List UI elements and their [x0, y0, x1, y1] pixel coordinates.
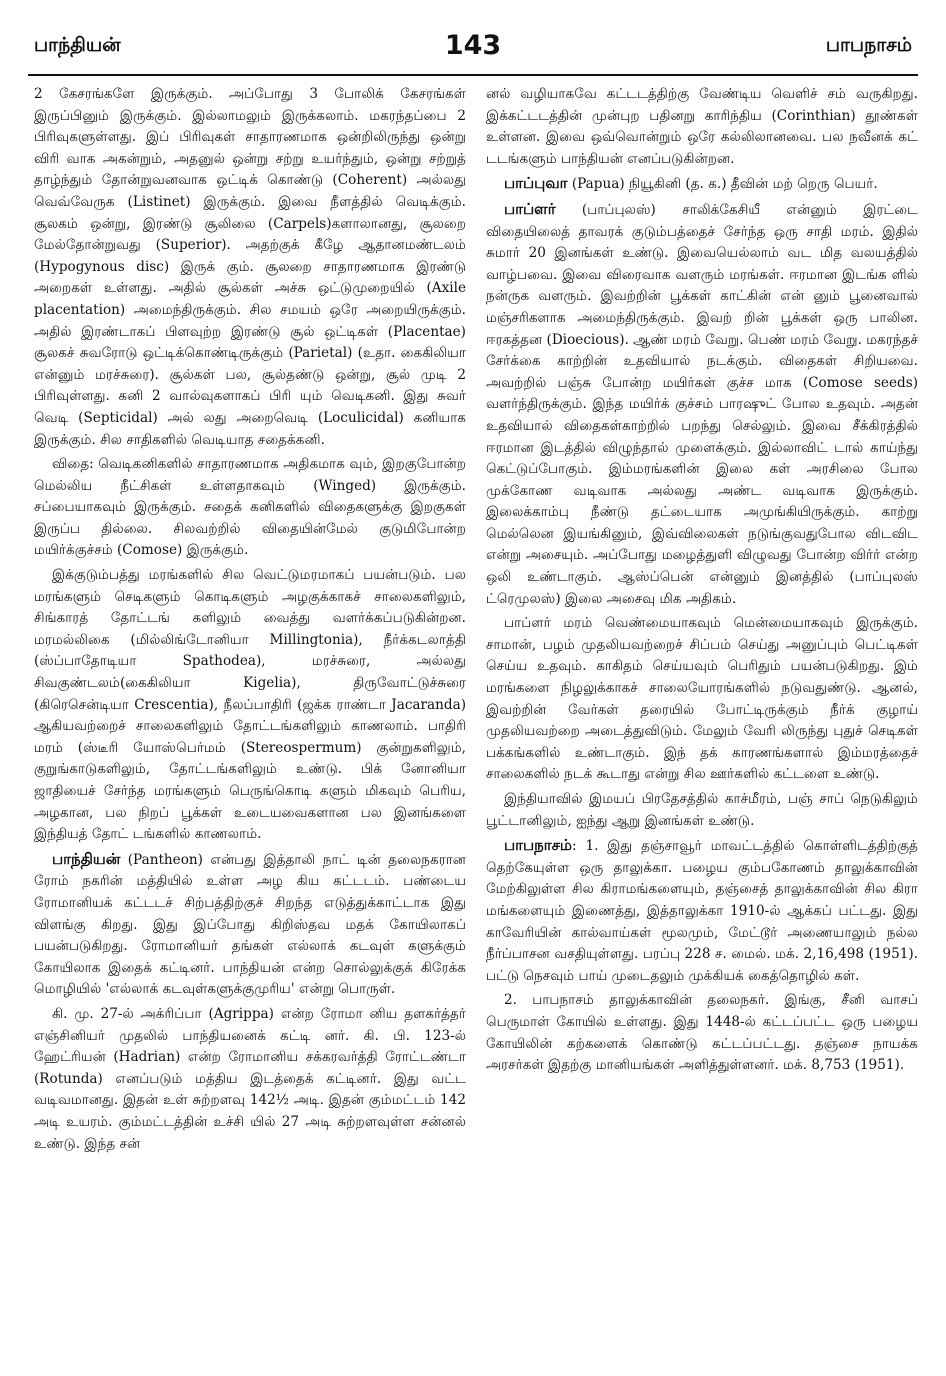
- paragraph: 2. பாபநாசம் தாலுக்காவின் தலைநகர். இங்கு, சீனி வாசப் பெருமாள் கோயில் உள்ளது. இது 1448-ல் கட்டப்பட்ட ஒரு பழைய கோயிலின் கற்களைக் கொண்டு கட்டப்பட்டது. தஞ்சை நாயக்க அரசர்கள் இதற்கு மானியங்கள் அளித்துள்ளனர். மக். 8,753 (1951).: [486, 992, 918, 1074]
- paragraph: கி. மு. 27-ல் அக்ரிப்பா (Agrippa) என்ற ரோமா னிய தளகர்த்தர் எஞ்சினியர் முதலில் பாந்தியனைக் கட்டி னர். கி. பி. 123-ல் ஹேட்ரியன் (Hadrian) என்ற ரோமானிய சக்கரவர்த்தி ரோட்டண்டா (Rotunda) எனப்படும் மத்திய இடத்தைக் கட்டினர். இது வட்ட வடிவமானது. இதன் உள் சுற்றளவு 142½ அடி. இதன் கும்மட்டம் 142 அடி உயரம். கும்மட்டத்தின் உச்சி யில் 27 அடி சுற்றளவுள்ள சன்னல் உண்டு. இந்த சன்: [34, 1005, 466, 1152]
- entry-papanasam: பாபநாசம்: 1. இது தஞ்சாவூர் மாவட்டத்தில் கொள்ளிடத்திற்குத் தெற்கேயுள்ள ஒரு தாலுக்கா. பழைய கும்பகோணம் தாலுக்காவின் மேற்கிலுள்ள சில கிராமங்களையும், தஞ்சைத் தாலுக்காவின் சில கிரா மங்களையும் இணைத்து, இத்தாலுக்கா 1910-ல் ஆக்கப் பட்டது. இது காவேரியின் கால்வாய்கள் மூலமும், மேட்டூர் அணையாலும் நல்ல நீர்ப்பாசன வசதியுள்ளது. பரப்பு 228 ச. மைல். மக். 2,16,498 (1951). பட்டு நெசவும் பாய் முடைதலும் முக்கியக் கைத்தொழில் கள்.: [486, 836, 918, 984]
- page-number: 143: [444, 30, 502, 61]
- paragraph: பாப்ளர் மரம் வெண்மையாகவும் மென்மையாகவும் இருக்கும். சாமான், பழம் முதலியவற்றைச் சிப்பம் செய்து அனுப்பும் பெட்டிகள் செய்ய உதவும். காகிதம் செய்யவும் பெரிதும் பயன்படுகிறது. இம் மரங்களை நிழலுக்காகச் சாலையோரங்களில் நடுவதுண்டு. ஆனல், இவற்றின் வேர்கள் தரையில் போட்டிருக்கும் நீர்க் குழாய் முதலியவற்றை அடைத்துவிடும். மேலும் வேரி லிருந்து புதுச் செடிகள் பக்கங்களில் உண்டாகும். இந் தக் காரணங்களால் இம்மரத்தைச் சாலைகளில் நடக் கூடாது என்று சில ஊர்களில் கட்டளை உண்டு.: [486, 615, 918, 783]
- paragraph: 2 கேசரங்களே இருக்கும். அப்போது 3 போலிக் கேசரங்கள் இருப்பினும் இருக்கும். இல்லாமலும் இருக்கலாம். மகரந்தப்பை 2 பிரிவுகளுள்ளது. இப் பிரிவுகள் சாதாரணமாக ஒன்றிலிருந்து ஒன்று விரி வாக அகன்றும், அதனுல் ஒன்று சற்று உயர்ந்தும், ஒன்று சற்றுத் தாழ்ந்தும் தோன்றுவனவாக ஒட்டிக் கொண்டு (Coherent) அல்லது வெவ்வேருக (Listinet) இருக்கும். இவை நீளத்தில் வெடிக்கும். சூலகம் ஒன்று, இரண்டு சூலிலை (Carpels)களாலானது, சூலறை மேல்தோன்றுவது (Superior). அதற்குக் கீழே ஆதானமண்டலம் (Hypogynous disc) இருக் கும். சூலறை சாதாரணமாக இரண்டு அறைகள் உள்ளது. அதில் சூல்கள் அச்சு ஒட்டுமுறையில் (Axile placentation) அமைந்திருக்கும். சில சமயம் ஒரே அறையிருக்கும். அதில் இரண்டாகப் பிளவுற்ற இரண்டு சூல் ஒட்டிகள் (Placentae) சூலகச் சுவரோடு ஒட்டிக்கொண்டிருக்கும் (Parietal) (உதா. கைகிலியா என்னும் மரச்சுரை). சூல்கள் பல, சூல்தண்டு ஒன்று, சூல் முடி 2 பிரிவுள்ளது. கனி 2 வால்வுகளாகப் பிரி யும் வெடிகனி. இது சுவர் வெடி (Septicidal) அல் லது அறைவெடி (Loculicidal) கனியாக இருக்கும். சில சாதிகளில் வெடியாத சதைக்கனி.: [34, 86, 466, 448]
- entry-papua: பாப்புவா (Papua) நியூகினி (த. க.) தீவின் மற் றெரு பெயர்.: [504, 174, 878, 193]
- paragraph: இந்தியாவில் இமயப் பிரதேசத்தில் காச்மீரம், பஞ் சாப் நெடுகிலும் பூட்டானிலும், ஐந்து ஆறு இனங்கள் உண்டு.: [486, 791, 918, 829]
- header-rule: [28, 74, 918, 76]
- page-header: [28, 30, 918, 74]
- text-columns: [28, 84, 918, 1364]
- headword: பாப்புவா: [504, 174, 568, 193]
- headword: பாபநாசம்: [504, 836, 572, 855]
- entry-poplar: பாப்ளர் (பாப்புலஸ்) சாலிக்கேசியீ என்னும் இரட்டை விதையிலைத் தாவரக் குடும்பத்தைச் சேர்ந்த ஒரு சாதி மரம். இதில் சுமார் 20 இனங்கள் உண்டு. இவையெல்லாம் வட மித வலயத்தில் வாழ்பவை. இவை விரைவாக வளரும் மரங்கள். ஈரமான இடங்க ளில் நன்ருக வளரும். இவற்றின் பூக்கள் காட்கின் என் னும் பூனைவால் மஞ்சரிகளாக அமைந்திருக்கும். இவற் றின் பூக்கள் ஒரு பாலின. ஈரகத்தன (Dioecious). ஆண் மரம் வேறு. பெண் மரம் வேறு. மகரந்தச் சேர்க்கை காற்றின் உதவியால் நடக்கும். விதைகள் சிறியவை. அவற்றில் பஞ்சு போன்ற மயிர்கள் குச்ச மாக (Comose seeds) வளர்ந்திருக்கும். இந்த மயிர்க் குச்சம் பாரஷுட் போல உதவும். அதன் உதவியால் விதைகள்காற்றில் பறந்து செல்லும். இவை சீக்கிரத்தில் ஈரமான இடத்தில் விழுந்தால் முளைக்கும். இல்லாவிட் டால் காய்ந்து கெட்டுப்போகும். இம்மரங்களின் இலை கள் அரசிலை போல முக்கோண வடிவாக அல்லது அண்ட வடிவாக இருக்கும். இலைக்காம்பு நீண்டு தட்டையாக அமுங்கியிருக்கும். காற்று மெல்லென இயங்கினும், இவ்விலைகள் நடுங்குவதுபோல விடவிட என்று அசையும். அப்போது மழைத்துளி விழுவது போன்ற விர்ர் என்ற ஒலி உண்டாகும். ஆஸ்ப்பென் என்னும் இனத்தில் (பாப்புலஸ் ட்ரெமுலஸ்) இலை அசைவு மிக அதிகம்.: [486, 199, 918, 607]
- paragraph: விதை: வெடிகனிகளில் சாதாரணமாக அதிகமாக வும், இறகுபோன்ற மெல்லிய நீட்சிகள் உள்ளதாகவும் (Winged) இருக்கும். சப்பையாகவும் இருக்கும். சதைக் கனிகளில் விதைகளுக்கு இறகுகள் இருப்ப தில்லை. சிலவற்றில் விதையின்மேல் குடுமிபோன்ற மயிர்க்குச்சம் (Comose) இருக்கும்.: [34, 456, 466, 559]
- header-right-guideword: பாபநாசம்: [825, 34, 912, 56]
- paragraph: இக்குடும்பத்து மரங்களில் சில வெட்டுமரமாகப் பயன்படும். பல மரங்களும் செடிகளும் கொடிகளும் அழகுக்காகச் சாலைகளிலும், சிங்காரத் தோட்டங் களிலும் வைத்து வளர்க்கப்படுகின்றன. மரமல்லிகை (மில்லிங்டோனியா Millingtonia), நீர்க்கடலாத்தி (ஸ்ப்பாதோடியா Spathodea), மரச்சுரை, அல்லது சிவகுண்டலம்(கைகிலியா Kigelia), திருவோட்டுச்சுரை (கிரெசென்டியா Crescentia), நீலப்பாதிரி (ஜக்க ராண்டா Jacaranda) ஆகியவற்றைச் சாலைகளிலும் தோட்டங்களிலும் காணலாம். பாதிரி மரம் (ஸ்டீரி யோஸ்பெர்மம் (Stereospermum) குன்றுகளிலும், குறுங்காடுகளிலும், தோட்டங்களிலும் உண்டு. பிக் னோனியா ஜாதியைச் சேர்ந்த மரங்களும் பெருங்கொடி களும் மிகவும் பெரிய, அழகான, பல நிறப் பூக்கள் உடையவைகளான பல இனங்களை இந்தியத் தோட் டங்களில் காணலாம்.: [34, 567, 466, 843]
- headword: பாந்தியன்: [52, 849, 121, 868]
- right-column: [486, 84, 918, 1364]
- left-column: [34, 84, 466, 1364]
- headword: பாப்ளர்: [504, 199, 556, 218]
- paragraph: னல் வழியாகவே கட்டடத்திற்கு வேண்டிய வெளிச் சம் வருகிறது. இக்கட்டடத்தின் முன்புற பதினறு காரிந்திய (Corinthian) தூண்கள் உள்ளன. இவை ஒவ்வொன்றும் ஒரே கல்லிலானவை. பல நவீனக் கட் டடங்களும் பாந்தியன் எனப்படுகின்றன.: [486, 86, 918, 167]
- entry-pantheon: பாந்தியன் (Pantheon) என்பது இத்தாலி நாட் டின் தலைநகரான ரோம் நகரின் மத்தியில் உள்ள அழ கிய கட்டடம். பண்டைய ரோமானியக் கட்டடச் சிற்பத்திற்குச் சிறந்த எடுத்துக்காட்டாக இது விளங்கு கிறது. இது இப்போது கிறிஸ்தவ மதக் கோயிலாகப் பயன்படுகிறது. ரோமானியர் தங்கள் எல்லாக் கடவுள் களுக்கும் கோயிலாக இதைக் கட்டினர். பாந்தியன் என்ற சொல்லுக்குக் கிரேக்க மொழியில் 'எல்லாக் கடவுள்களுக்குமுரிய' என்று பொருள்.: [34, 849, 466, 998]
- header-left-guideword: பாந்தியன்: [34, 34, 121, 56]
